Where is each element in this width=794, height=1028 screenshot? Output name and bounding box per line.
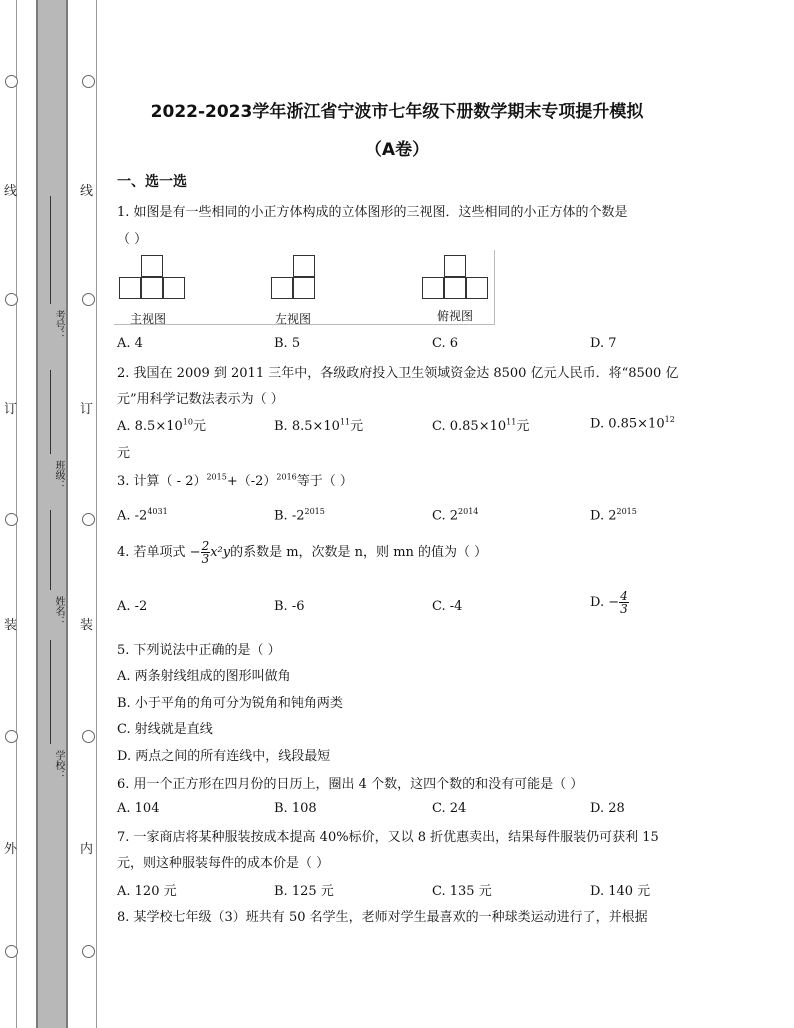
top-view-cell <box>444 277 466 299</box>
binding-char: 线 <box>4 184 18 199</box>
question-3-stem <box>117 470 353 489</box>
question-4-stem <box>117 540 487 565</box>
front-view-cell <box>141 277 163 299</box>
binding-char: 订 <box>4 402 18 417</box>
stem-text: 的系数是 m，次数是 n，则 mn 的值为（ ） <box>230 545 488 560</box>
question-5-option-b[interactable]: B. 小于平角的角可分为锐角和钝角两类 <box>117 696 343 711</box>
option-text: B. -2 <box>274 508 305 524</box>
section-title: 一、选一选 <box>117 174 187 190</box>
name-label: 姓名： <box>53 596 64 626</box>
question-6-option-c[interactable]: C. 24 <box>432 801 467 816</box>
option-text: B. 8.5×10 <box>274 419 340 434</box>
binding-hole <box>5 513 18 526</box>
front-view-cell <box>141 255 163 277</box>
option-text: A. -2 <box>117 508 148 524</box>
option-text: A. 8.5×10 <box>117 419 183 434</box>
three-view-figure <box>114 250 494 326</box>
name-field[interactable] <box>50 510 51 590</box>
question-1-option-a[interactable]: A. 4 <box>117 336 143 351</box>
binding-hole <box>5 945 18 958</box>
option-text: D. − <box>590 595 620 610</box>
question-2-stem-cont: 元”用科学记数法表示为（ ） <box>117 392 284 407</box>
exponent: 12 <box>664 415 675 424</box>
binding-hole <box>5 75 18 88</box>
binding-char: 装 <box>4 618 18 633</box>
binding-char: 外 <box>4 842 18 857</box>
question-5-stem: 5. 下列说法中正确的是（ ） <box>117 643 281 658</box>
question-6-option-d[interactable]: D. 28 <box>590 801 625 816</box>
exponent: 4031 <box>147 507 168 516</box>
stem-text: +（-2） <box>226 474 277 489</box>
question-4-option-d[interactable] <box>590 590 629 615</box>
question-7-option-b[interactable]: B. 125 元 <box>274 884 334 899</box>
question-5-option-d[interactable]: D. 两点之间的所有连线中，线段最短 <box>117 749 331 764</box>
question-7-option-d[interactable]: D. 140 元 <box>590 884 651 899</box>
top-view-cell <box>444 255 466 277</box>
binding-char: 线 <box>80 184 94 199</box>
binding-gutter <box>36 0 68 1028</box>
binding-hole <box>82 513 95 526</box>
fraction <box>201 540 211 565</box>
question-7-stem-cont: 元，则这种服装每件的成本价是（ ） <box>117 856 330 871</box>
binding-char: 内 <box>80 842 94 857</box>
option-text: C. 0.85×10 <box>432 419 507 434</box>
page-subtitle: （A卷） <box>364 140 430 160</box>
unit: 元 <box>350 419 364 434</box>
question-7-stem: 7. 一家商店将某种服装按成本提高 40%标价，又以 8 折优惠卖出，结果每件服装仍可获利 15 <box>117 830 659 845</box>
class-field[interactable] <box>50 370 51 454</box>
front-view-caption: 主视图 <box>130 312 167 326</box>
left-view-cell <box>271 277 293 299</box>
numerator: 4 <box>620 589 628 603</box>
left-view-caption: 左视图 <box>275 312 312 326</box>
question-3-option-b[interactable] <box>274 507 325 523</box>
binding-hole <box>82 75 95 88</box>
school-label: 学校： <box>53 750 64 780</box>
question-7-option-a[interactable]: A. 120 元 <box>117 884 177 899</box>
fraction <box>619 590 629 615</box>
binding-hole <box>82 730 95 743</box>
question-2-stem: 2. 我国在 2009 到 2011 三年中，各级政府投入卫生领域资金达 8500 亿元人民币．将“8500 亿 <box>117 366 679 381</box>
binding-hole <box>5 730 18 743</box>
unit: 元 <box>516 419 530 434</box>
question-4-option-c[interactable]: C. -4 <box>432 599 463 614</box>
option-text: D. 2 <box>590 508 617 524</box>
denominator: 3 <box>620 602 628 616</box>
option-text: C. 2 <box>432 508 459 524</box>
binding-line-inner <box>96 0 97 1028</box>
question-3-option-c[interactable] <box>432 507 478 523</box>
question-2-option-c[interactable] <box>432 415 529 434</box>
stem-text: 3. 计算（ - 2） <box>117 474 207 489</box>
denominator: 3 <box>201 552 210 566</box>
question-5-option-c[interactable]: C. 射线就是直线 <box>117 722 213 737</box>
exam-number-label: 考号： <box>53 310 64 340</box>
monomial-variables: x²y <box>210 545 231 560</box>
top-view-caption: 俯视图 <box>437 309 474 323</box>
question-1-option-c[interactable]: C. 6 <box>432 336 459 351</box>
binding-hole <box>82 945 95 958</box>
binding-hole <box>82 293 95 306</box>
exponent: 2015 <box>304 507 325 516</box>
exponent: 2015 <box>616 507 637 516</box>
question-3-option-d[interactable] <box>590 507 637 523</box>
top-view-cell <box>422 277 444 299</box>
front-view-cell <box>119 277 141 299</box>
exponent: 11 <box>506 417 517 427</box>
top-view-cell <box>466 277 488 299</box>
page-title: 2022-2023学年浙江省宁波市七年级下册数学期末专项提升模拟 <box>150 102 644 122</box>
question-4-option-a[interactable]: A. -2 <box>117 599 148 614</box>
question-5-option-a[interactable]: A. 两条射线组成的图形叫做角 <box>117 669 291 684</box>
class-label: 班级： <box>53 460 64 490</box>
exponent: 10 <box>182 417 193 427</box>
question-2-option-b[interactable] <box>274 415 363 434</box>
left-view-cell <box>293 277 315 299</box>
question-1-stem-cont: （ ） <box>117 232 148 247</box>
question-6-option-a[interactable]: A. 104 <box>117 801 160 816</box>
question-4-option-b[interactable]: B. -6 <box>274 599 305 614</box>
question-6-option-b[interactable]: B. 108 <box>274 801 317 816</box>
stem-text: 等于（ ） <box>296 474 353 489</box>
question-2-option-d-unit: 元 <box>117 446 131 461</box>
binding-char: 装 <box>80 618 94 633</box>
question-1-option-d[interactable]: D. 7 <box>590 336 617 351</box>
question-2-option-d[interactable] <box>590 415 675 431</box>
exam-number-field[interactable] <box>50 196 51 304</box>
question-1-option-b[interactable]: B. 5 <box>274 336 301 351</box>
question-2-option-a[interactable] <box>117 415 206 434</box>
binding-hole <box>5 293 18 306</box>
option-text: D. 0.85×10 <box>590 416 665 432</box>
question-6-stem: 6. 用一个正方形在四月份的日历上，圈出 4 个数，这四个数的和没有可能是（ ） <box>117 777 584 792</box>
school-field[interactable] <box>50 640 51 744</box>
binding-char: 订 <box>80 402 94 417</box>
exponent: 2014 <box>458 507 479 516</box>
exponent: 11 <box>339 417 351 427</box>
question-7-option-c[interactable]: C. 135 元 <box>432 884 492 899</box>
stem-text: 4. 若单项式 − <box>117 545 201 560</box>
question-8-stem: 8. 某学校七年级（3）班共有 50 名学生，老师对学生最喜欢的一种球类运动进行了，并根据 <box>117 910 648 925</box>
question-1-stem: 1. 如图是有一些相同的小正方体构成的立体图形的三视图．这些相同的小正方体的个数是 <box>117 205 628 220</box>
question-3-option-a[interactable] <box>117 507 168 523</box>
unit: 元 <box>192 419 206 434</box>
exponent: 2015 <box>206 472 227 482</box>
left-view-cell <box>293 255 315 277</box>
numerator: 2 <box>201 539 210 553</box>
front-view-cell <box>163 277 185 299</box>
exponent: 2016 <box>276 472 297 482</box>
